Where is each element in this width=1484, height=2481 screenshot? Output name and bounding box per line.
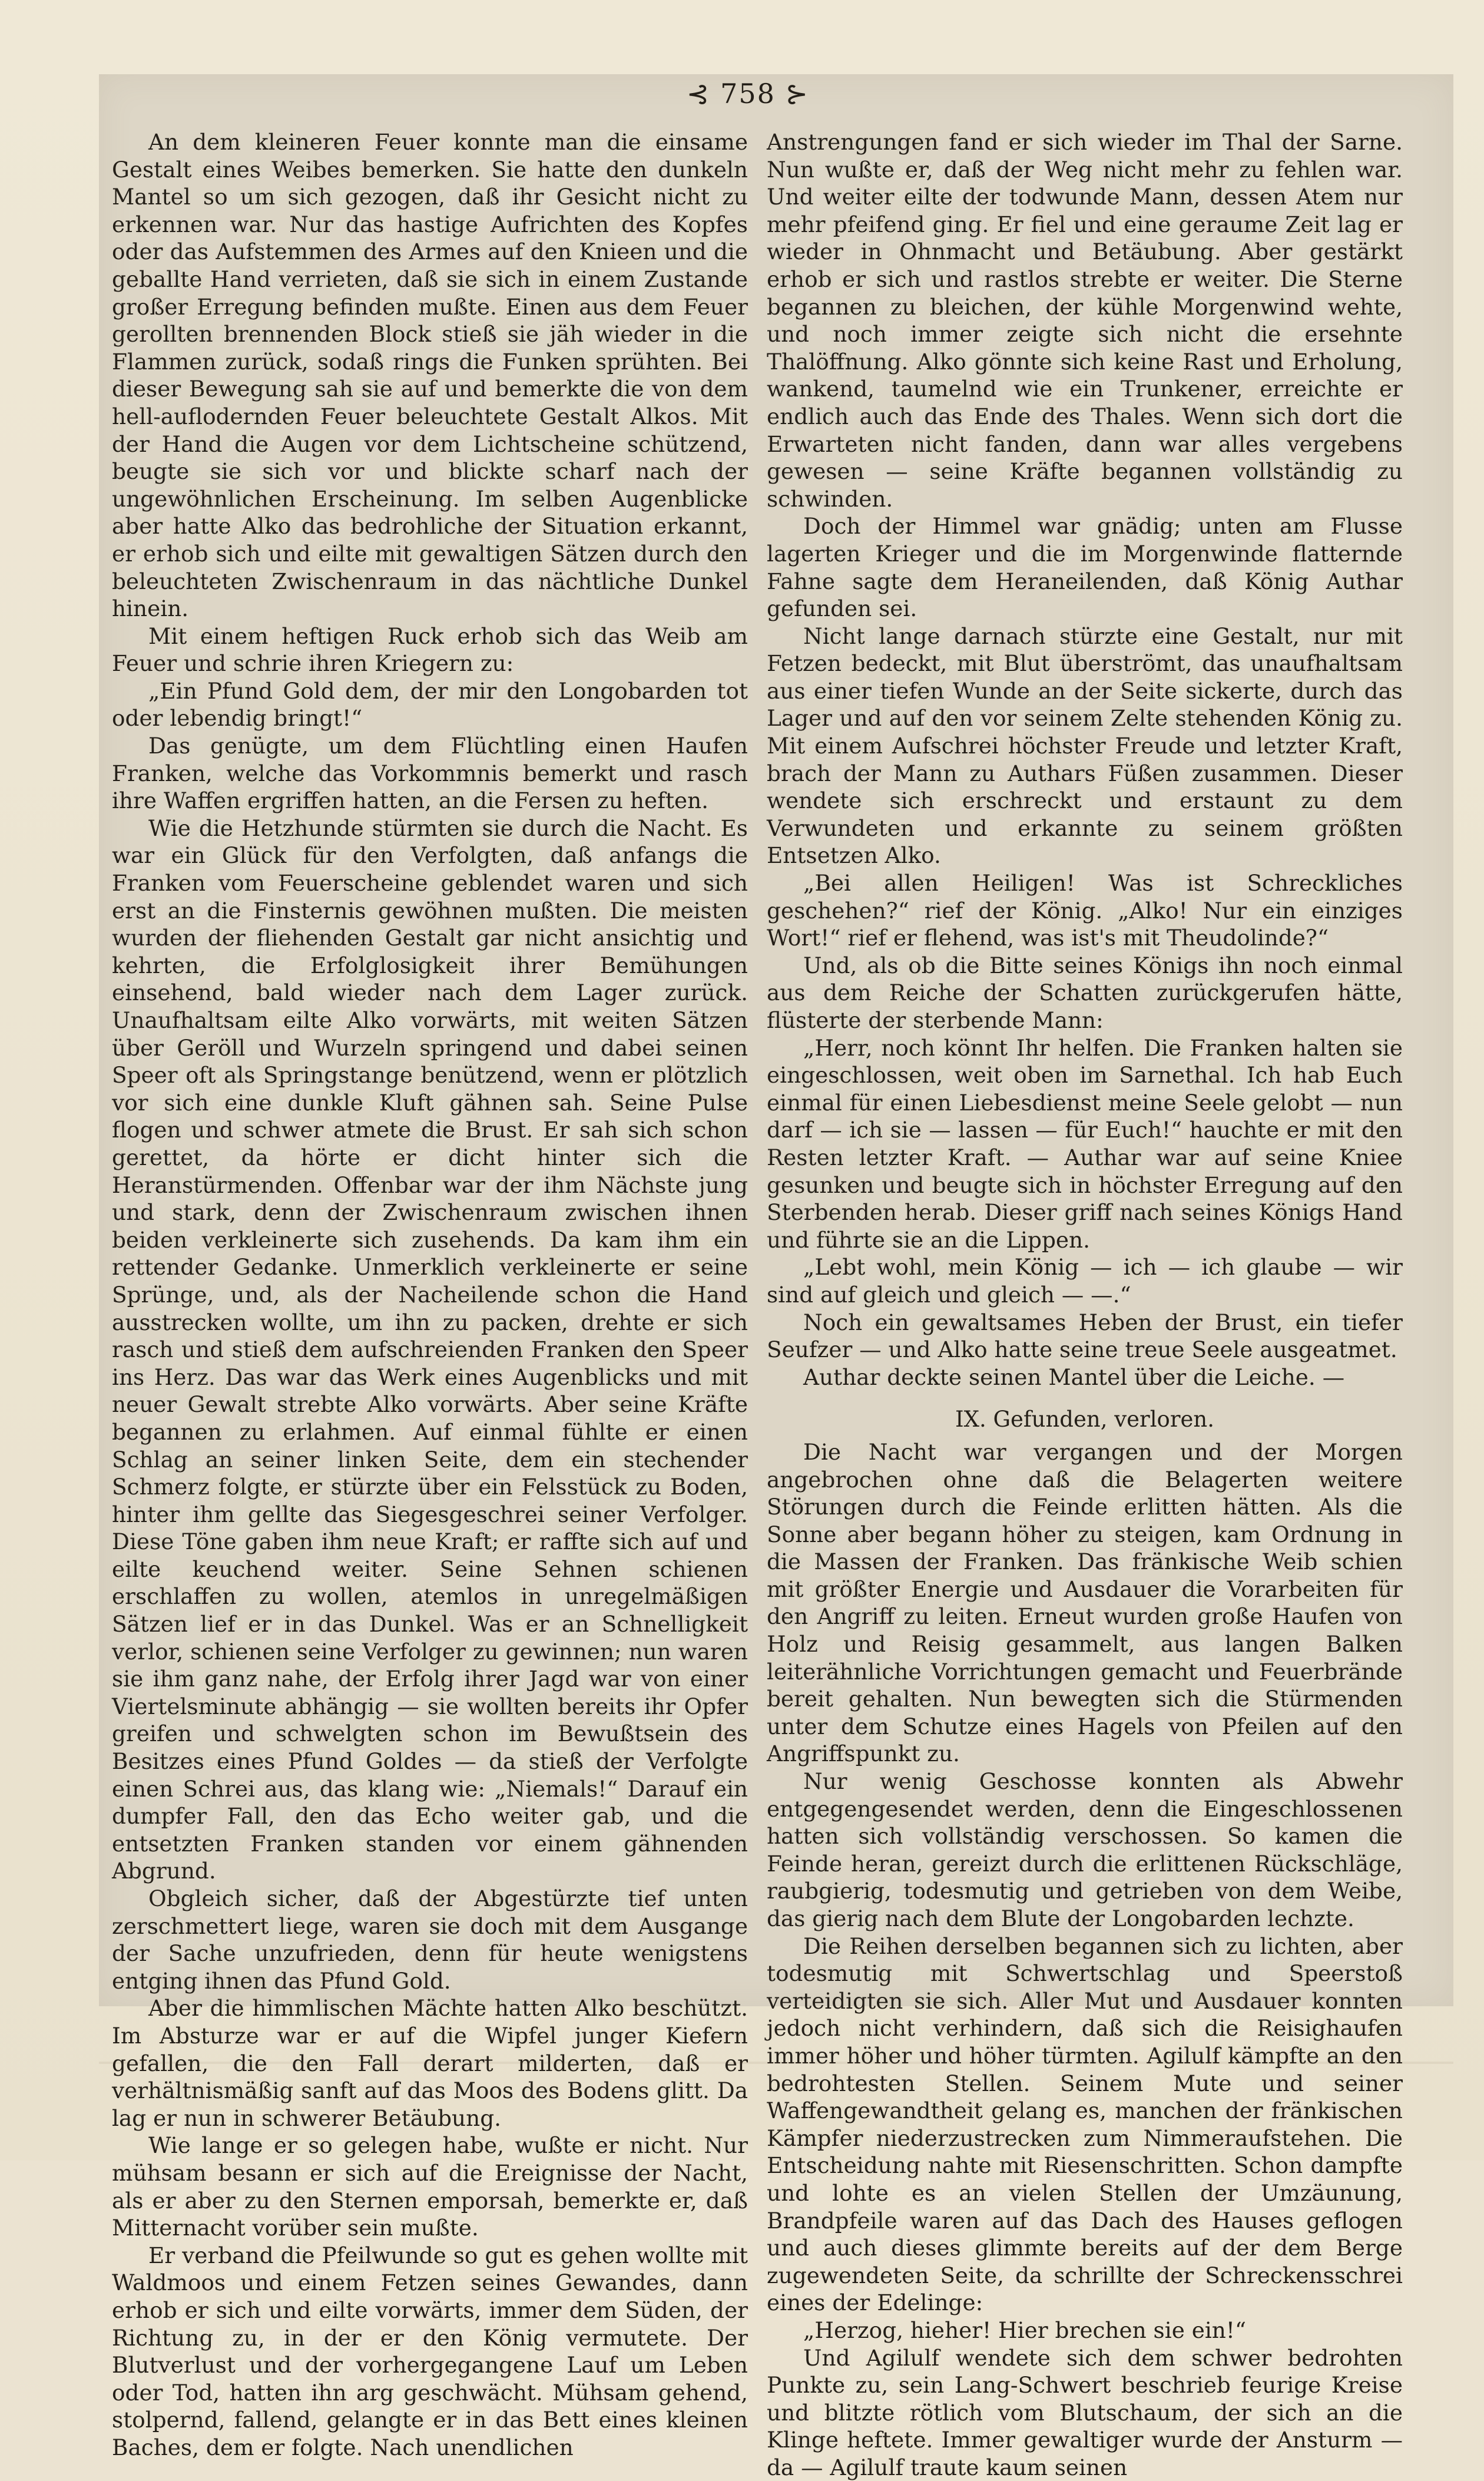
paragraph: Die Nacht war vergangen und der Morgen angebrochen ohne daß die Belagerten weitere Störungen durch die Feinde erlitten hätten. Als die Sonne aber begann höher zu steigen, kam Ordnung in die Massen der Franken. Das fränkische Weib schien mit größter Energie und Ausdauer die Vorarbeiten für den Angriff zu leiten. Erneut wurden große Haufen von Holz und Reisig gesammelt, aus langen Balken leiterähnliche Vorrichtungen gemacht und Feuerbrände bereit gehalten. Nun bewegten sich die Stürmenden unter dem Schutze eines Hagels von Pfeilen auf den Angriffspunkt zu. (767, 1438, 1403, 1768)
right-column (767, 128, 1403, 2481)
right-column-before-heading (767, 128, 1403, 1391)
paragraph: Obgleich sicher, daß der Abgestürzte tief unten zerschmettert liege, waren sie doch mit dem Ausgange der Sache unzufrieden, denn für heute wenigstens entging ihnen das Pfund Gold. (112, 1885, 748, 1994)
paragraph: Das genügte, um dem Flüchtling einen Haufen Franken, welche das Vorkommnis bemerkt und rasch ihre Waffen ergriffen hatten, an die Fersen zu heften. (112, 732, 748, 815)
bottom-edge (99, 2062, 1453, 2064)
paragraph: Er verband die Pfeilwunde so gut es gehen wollte mit Waldmoos und einem Fetzen seines Gewandes, dann erhob er sich und eilte vorwärts, immer dem Süden, der Richtung zu, in der er den König vermutete. Der Blutverlust und der vorhergegangene Lauf um Leben oder Tod, hatten ihn arg geschwächt. Mühsam gehend, stolpernd, fallend, gelangte er in das Bett eines kleinen Baches, dem er folgte. Nach unendlichen (112, 2242, 748, 2462)
paragraph: Nicht lange darnach stürzte eine Gestalt, nur mit Fetzen bedeckt, mit Blut überströmt, das unaufhaltsam aus einer tiefen Wunde an der Seite sickerte, durch das Lager und auf den vor seinem Zelte stehenden König zu. Mit einem Aufschrei höchster Freude und letzter Kraft, brach der Mann zu Authars Füßen zusammen. Dieser wendete sich erschreckt und erstaunt zu dem Verwundeten und erkannte zu seinem größten Entsetzen Alko. (767, 623, 1403, 869)
paragraph: „Ein Pfund Gold dem, der mir den Longobarden tot oder lebendig bringt!“ (112, 677, 748, 732)
paragraph: „Lebt wohl, mein König — ich — ich glaube — wir sind auf gleich und gleich — —.“ (767, 1253, 1403, 1308)
section-heading: IX. Gefunden, verloren. (767, 1406, 1403, 1434)
paragraph: Und, als ob die Bitte seines Königs ihn noch einmal aus dem Reiche der Schatten zurückgerufen hätte, flüsterte der sterbende Mann: (767, 952, 1403, 1034)
paragraph: Aber die himmlischen Mächte hatten Alko beschützt. Im Absturze war er auf die Wipfel junger Kiefern gefallen, die den Fall derart milderten, daß er verhältnismäßig sanft auf das Moos des Bodens glitt. Da lag er nun in schwerer Betäubung. (112, 1994, 748, 2132)
page-number: ⊰ 758 ⊱ (648, 78, 848, 110)
paragraph: „Herr, noch könnt Ihr helfen. Die Franken halten sie eingeschlossen, weit oben im Sarnethal. Ich hab Euch einmal für einen Liebesdienst meine Seele gelobt — nun darf — ich sie — lassen — für Euch!“ hauchte er mit den Resten letzter Kraft. — Authar war auf seine Kniee gesunken und beugte sich in höchster Erregung auf den Sterbenden herab. Dieser griff nach seines Königs Hand und führte sie an die Lippen. (767, 1034, 1403, 1254)
paragraph: Wie lange er so gelegen habe, wußte er nicht. Nur mühsam besann er sich auf die Ereignisse der Nacht, als er aber zu den Sternen emporsah, bemerkte er, daß Mitternacht vorüber sein mußte. (112, 2132, 748, 2241)
paragraph: Nur wenig Geschosse konnten als Abwehr entgegengesendet werden, denn die Eingeschlossenen hatten sich vollständig verschossen. So kamen die Feinde heran, gereizt durch die erlittenen Rückschläge, raubgierig, todesmutig und getrieben von dem Weibe, das gierig nach dem Blute der Longobarden lechzte. (767, 1768, 1403, 1933)
paragraph: An dem kleineren Feuer konnte man die einsame Gestalt eines Weibes bemerken. Sie hatte den dunkeln Mantel so um sich gezogen, daß ihr Gesicht nicht zu erkennen war. Nur das hastige Aufrichten des Kopfes oder das Aufstemmen des Armes auf den Knieen und die geballte Hand verrieten, daß sie sich in einem Zustande großer Erregung befinden mußte. Einen aus dem Feuer gerollten brennenden Block stieß sie jäh wieder in die Flammen zurück, sodaß rings die Funken sprühten. Bei dieser Bewegung sah sie auf und bemerkte die von dem hell-auflodernden Feuer beleuchtete Gestalt Alkos. Mit der Hand die Augen vor dem Lichtscheine schützend, beugte sie sich vor und blickte scharf nach der ungewöhnlichen Erscheinung. Im selben Augenblicke aber hatte Alko das bedrohliche der Situation erkannt, er erhob sich und eilte mit gewaltigen Sätzen durch den beleuchteten Zwischenraum in das nächtliche Dunkel hinein. (112, 128, 748, 623)
paragraph: Und Agilulf wendete sich dem schwer bedrohten Punkte zu, sein Lang-Schwert beschrieb feurige Kreise und blitzte rötlich vom Blutschaum, der sich an die Klinge heftete. Immer gewaltiger wurde der Ansturm — da — Agilulf traute kaum seinen (767, 2344, 1403, 2481)
paragraph: Wie die Hetzhunde stürmten sie durch die Nacht. Es war ein Glück für den Verfolgten, daß anfangs die Franken vom Feuerscheine geblendet waren und sich erst an die Finsternis gewöhnen mußten. Die meisten wurden der fliehenden Gestalt gar nicht ansichtig und kehrten, die Erfolglosigkeit ihrer Bemühungen einsehend, bald wieder nach dem Lager zurück. Unaufhaltsam eilte Alko vorwärts, mit weiten Sätzen über Geröll und Wurzeln springend und dabei seinen Speer oft als Springstange benützend, wenn er plötzlich vor sich eine dunkle Kluft gähnen sah. Seine Pulse flogen und schwer atmete die Brust. Er sah sich schon gerettet, da hörte er dicht hinter sich die Heranstürmenden. Offenbar war der ihm Nächste jung und stark, denn der Zwischenraum zwischen ihnen beiden verkleinerte sich zusehends. Da kam ihm ein rettender Gedanke. Unmerklich verkleinerte er seine Sprünge, und, als der Nacheilende schon die Hand ausstrecken wollte, um ihn zu packen, drehte er sich rasch und stieß dem aufschreienden Franken den Speer ins Herz. Das war das Werk eines Augenblicks und mit neuer Gewalt strebte Alko vorwärts. Aber seine Kräfte begannen zu erlahmen. Auf einmal fühlte er einen Schlag an seiner linken Seite, dem ein stechender Schmerz folgte, er stürzte über ein Felsstück zu Boden, hinter ihm gellte das Siegesgeschrei seiner Verfolger. Diese Töne gaben ihm neue Kraft; er raffte sich auf und eilte keuchend weiter. Seine Sehnen schienen erschlaffen zu wollen, atemlos in unregelmäßigen Sätzen lief er in das Dunkel. Was er an Schnelligkeit verlor, schienen seine Verfolger zu gewinnen; nun waren sie ihm ganz nahe, der Erfolg ihrer Jagd war von einer Viertelsminute abhängig — sie wollten bereits ihr Opfer greifen und schwelgten schon im Bewußtsein des Besitzes eines Pfund Goldes — da stieß der Verfolgte einen Schrei aus, das klang wie: „Niemals!“ Darauf ein dumpfer Fall, den das Echo weiter gab, und die entsetzten Franken standen vor einem gähnenden Abgrund. (112, 815, 748, 1885)
paragraph: Doch der Himmel war gnädig; unten am Flusse lagerten Krieger und die im Morgenwinde flatternde Fahne sagte dem Heraneilenden, daß König Authar gefunden sei. (767, 512, 1403, 622)
paragraph: „Bei allen Heiligen! Was ist Schreckliches geschehen?“ rief der König. „Alko! Nur ein einziges Wort!“ rief er flehend, was ist's mit Theudolinde?“ (767, 869, 1403, 952)
paragraph: Noch ein gewaltsames Heben der Brust, ein tiefer Seufzer — und Alko hatte seine treue Seele ausgeatmet. (767, 1309, 1403, 1364)
paragraph: Anstrengungen fand er sich wieder im Thal der Sarne. Nun wußte er, daß der Weg nicht mehr zu fehlen war. Und weiter eilte der todwunde Mann, dessen Atem nur mehr pfeifend ging. Er fiel und eine geraume Zeit lag er wieder in Ohnmacht und Betäubung. Aber gestärkt erhob er sich und rastlos strebte er weiter. Die Sterne begannen zu bleichen, der kühle Morgenwind wehte, und noch immer zeigte sich nicht die ersehnte Thalöffnung. Alko gönnte sich keine Rast und Erholung, wankend, taumelnd wie ein Trunkener, erreichte er endlich auch das Ende des Thales. Wenn sich dort die Erwarteten nicht fanden, dann war alles vergebens gewesen — seine Kräfte begannen vollständig zu schwinden. (767, 128, 1403, 512)
paragraph: „Herzog, hieher! Hier brechen sie ein!“ (767, 2317, 1403, 2344)
paragraph: Mit einem heftigen Ruck erhob sich das Weib am Feuer und schrie ihren Kriegern zu: (112, 623, 748, 677)
left-column (112, 128, 748, 2461)
paragraph: Die Reihen derselben begannen sich zu lichten, aber todesmutig mit Schwertschlag und Speerstoß verteidigten sie sich. Aller Mut und Ausdauer konnten jedoch nicht verhindern, daß sich die Reisighaufen immer höher und höher türmten. Agilulf kämpfte an den bedrohtesten Stellen. Seinem Mute und seiner Waffengewandtheit gelang es, manchen der fränkischen Kämpfer niederzustrecken zum Nimmeraufstehen. Die Entscheidung nahte mit Riesenschritten. Schon dampfte und lohte es an vielen Stellen der Umzäunung, Brandpfeile waren auf das Dach des Hauses geflogen und auch dieses glimmte bereits auf der dem Berge zugewendeten Seite, da schrillte der Schreckensschrei eines der Edelinge: (767, 1933, 1403, 2317)
paragraph: Authar deckte seinen Mantel über die Leiche. — (767, 1364, 1403, 1391)
right-column-after-heading (767, 1438, 1403, 2481)
